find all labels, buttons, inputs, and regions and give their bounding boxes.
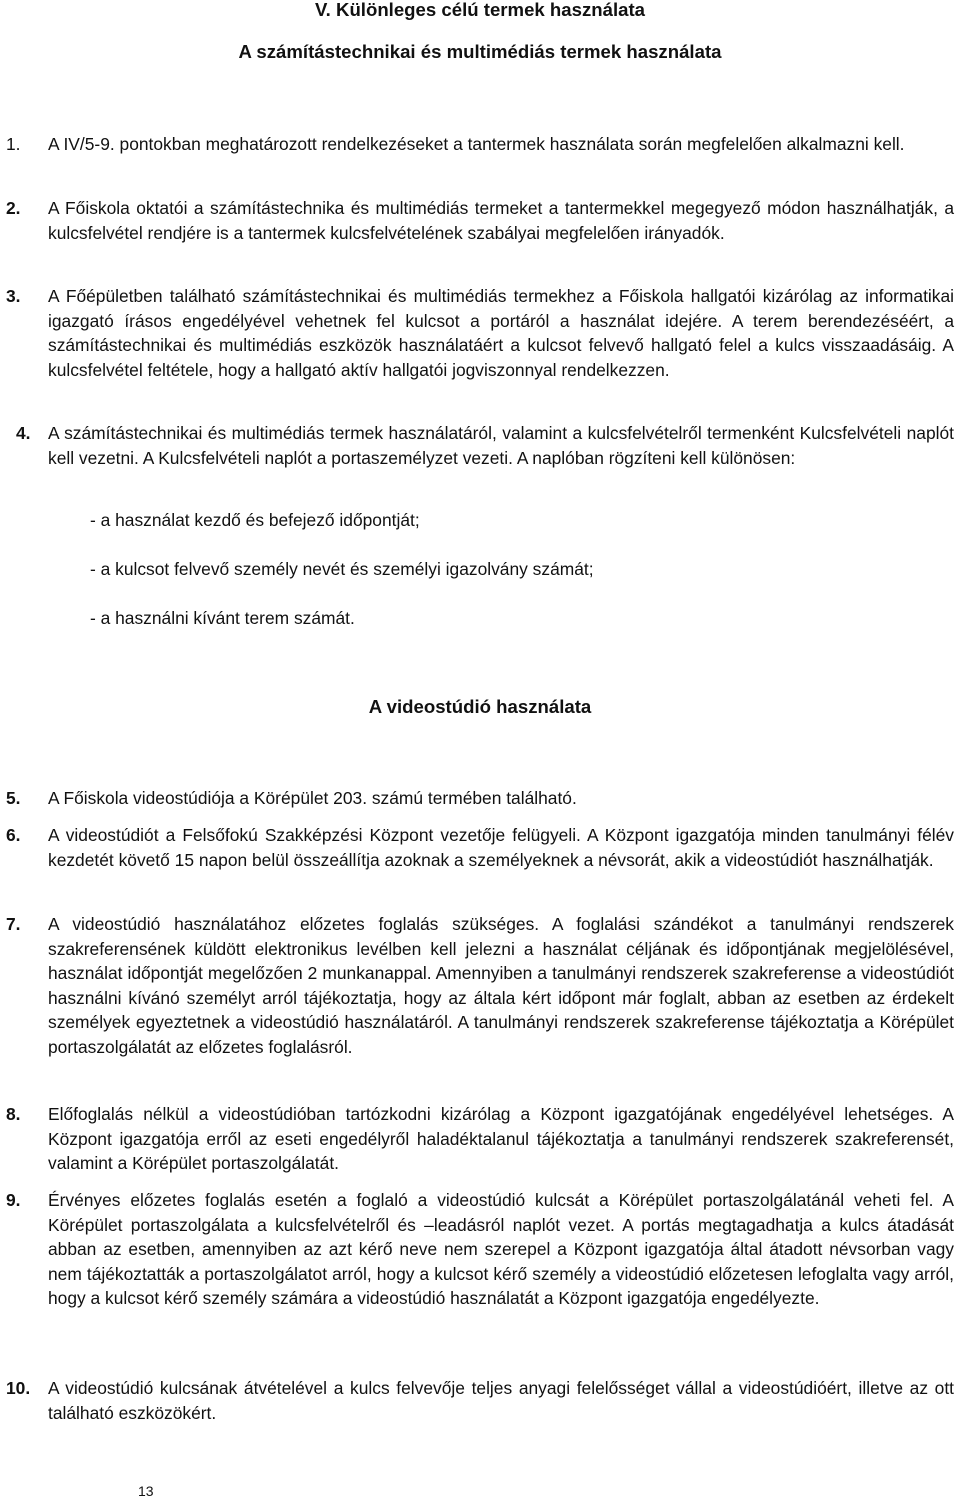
item-text: A videostúdiót a Felsőfokú Szakképzési Központ vezetője felügyeli. A Központ igazgatója minden tanulmányi félév kezdetét követő 15 napon belül összeállítja azoknak a személyeknek a névsorát, akik a videostúdiót használhatják. bbox=[48, 825, 954, 870]
item-text: A Főépületben található számítástechnikai és multimédiás termekhez a Főiskola hallgatói kizárólag az informatikai igazgató írásos engedélyével vehetnek fel kulcsot a portáról a használat idejére. A terem berendezéséért, a számítástechnikai és multimédiás eszközök használatáért a kulcsot felvevő hallgató felel a kulcs visszaadásáig. A kulcsfelvétel feltétele, hogy a hallgató aktív hallgatói jogviszonnyal rendelkezzen. bbox=[48, 286, 954, 380]
item-text: A Főiskola videostúdiója a Körépület 203. számú termében található. bbox=[48, 788, 577, 808]
log-requirement-3: - a használni kívánt terem számát. bbox=[90, 608, 355, 628]
list-item-10 bbox=[6, 1376, 954, 1425]
list-item-5 bbox=[6, 786, 954, 811]
log-requirement-1: - a használat kezdő és befejező időpontját; bbox=[90, 510, 420, 530]
item-number: 2. bbox=[6, 198, 21, 218]
item-number: 7. bbox=[6, 914, 21, 934]
list-item-3 bbox=[6, 284, 954, 382]
item-text: A Főiskola oktatói a számítástechnika és multimédiás termeket a tantermekkel megegyező módon használhatják, a kulcsfelvétel rendjére is a tantermek kulcsfelvételének szabályai megfelelően irányadók. bbox=[48, 198, 954, 243]
item-number: 8. bbox=[6, 1104, 21, 1124]
list-item-1 bbox=[6, 132, 954, 157]
list-item-9 bbox=[6, 1188, 954, 1311]
item-number: 6. bbox=[6, 825, 21, 845]
list-item-7 bbox=[6, 912, 954, 1060]
item-number: 3. bbox=[6, 286, 21, 306]
item-text: A videostúdió kulcsának átvételével a kulcs felvevője teljes anyagi felelősséget vállal a videostúdióért, illetve az ott található eszközökért. bbox=[48, 1378, 954, 1423]
section-heading-videostudio: A videostúdió használata bbox=[368, 696, 592, 717]
section-subtitle: A számítástechnikai és multimédiás termek használata bbox=[238, 41, 722, 62]
page-number: 13 bbox=[138, 1483, 154, 1499]
log-requirement-2: - a kulcsot felvevő személy nevét és személyi igazolvány számát; bbox=[90, 559, 594, 579]
list-item-6 bbox=[6, 823, 954, 872]
item-text: A számítástechnikai és multimédiás termek használatáról, valamint a kulcsfelvételről termenként Kulcsfelvételi naplót kell vezetni. A Kulcsfelvételi naplót a portaszemélyzet vezeti. A naplóban rögzíteni kell különösen: bbox=[48, 423, 954, 468]
list-item-2 bbox=[6, 196, 954, 245]
list-item-4 bbox=[16, 421, 954, 470]
item-number: 10. bbox=[6, 1378, 31, 1398]
item-text: Előfoglalás nélkül a videostúdióban tartózkodni kizárólag a Központ igazgatójának engedélyével lehetséges. A Központ igazgatója erről az eseti engedélyről haladéktalanul tájékoztatja a tanulmányi rendszerek szakreferensét, valamint a Körépület portaszolgálatát. bbox=[48, 1104, 954, 1174]
section-title: V. Különleges célú termek használata bbox=[314, 0, 645, 20]
item-number: 5. bbox=[6, 788, 21, 808]
item-text: A IV/5-9. pontokban meghatározott rendelkezéseket a tantermek használata során megfelelően alkalmazni kell. bbox=[48, 134, 905, 154]
list-item-8 bbox=[6, 1102, 954, 1176]
item-text: A videostúdió használatához előzetes foglalás szükséges. A foglalási szándékot a tanulmányi rendszerek szakreferensének küldött elektronikus levélben kell jelezni a használat céljának és időpontjának megjelölésével, használat időpontját megelőzően 2 munkanappal. Amennyiben a tanulmányi rendszerek szakreferense a videostúdiót használni kívánó személyt arról tájékoztatja, hogy az általa kért időpont már foglalt, abban az esetben az érdekelt személyek egyeztetnek a videostúdió használatáról. A tanulmányi rendszerek szakreferense tájékoztatja a Körépület portaszolgálatát az előzetes foglalásról. bbox=[48, 914, 954, 1057]
item-number: 1. bbox=[6, 134, 21, 154]
item-number: 4. bbox=[16, 423, 31, 443]
item-text: Érvényes előzetes foglalás esetén a foglaló a videostúdió kulcsát a Körépület portaszolgálatánál veheti fel. A Körépület portaszolgálata a kulcsfelvételről és –leadásról naplót vezet. A portás megtagadhatja a kulcs átadását abban az esetben, amennyiben az azt kérő neve nem szerepel a Központ igazgatója által átadott névsorban vagy nem tájékoztatták a portaszolgálatot arról, hogy a kulcsot kérő személy a videostúdió előzetesen lefoglalta vagy arról, hogy a kulcsot kérő személy számára a videostúdió használatát a Központ igazgatója engedélyezte. bbox=[48, 1190, 954, 1309]
item-number: 9. bbox=[6, 1190, 21, 1210]
